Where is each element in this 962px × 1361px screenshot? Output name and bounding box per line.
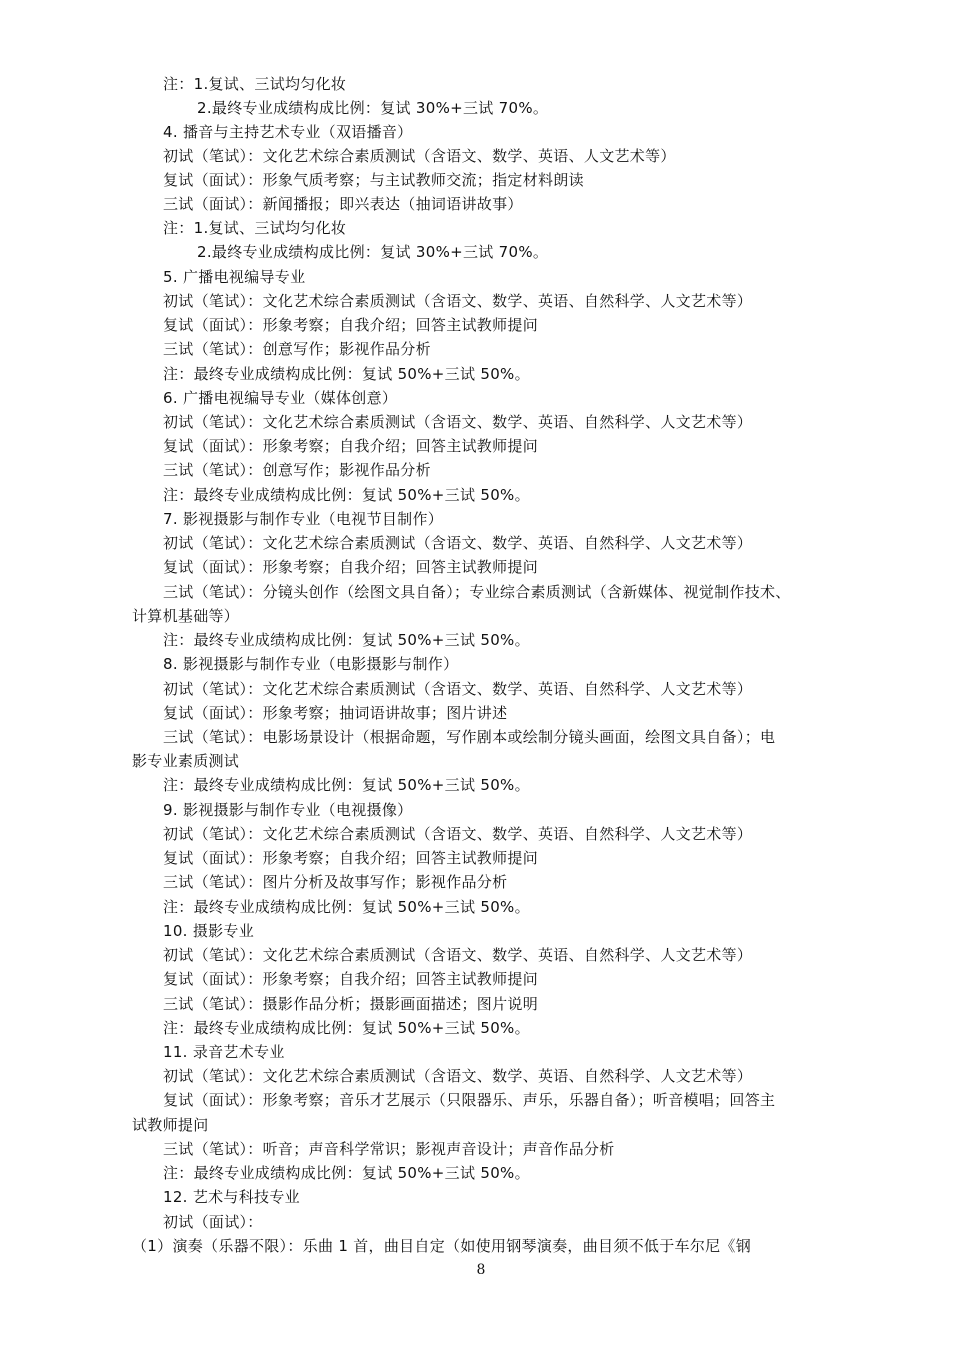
page-number: 8 <box>476 1262 486 1278</box>
text-line: 试教师提问 <box>132 1116 209 1134</box>
text-line: 初试（面试）： <box>163 1213 263 1231</box>
text-line: 三试（笔试）：图片分析及故事写作；影视作品分析 <box>163 873 508 891</box>
section-heading: 12. 艺术与科技专业 <box>163 1188 300 1206</box>
text-line: 初试（笔试）：文化艺术综合素质测试（含语文、数学、英语、自然科学、人文艺术等） <box>163 292 753 310</box>
text-line: 计算机基础等） <box>132 607 240 625</box>
text-line: 初试（笔试）：文化艺术综合素质测试（含语文、数学、英语、自然科学、人文艺术等） <box>163 1067 753 1085</box>
text-line: 三试（笔试）：摄影作品分析；摄影画面描述；图片说明 <box>163 995 539 1013</box>
section-heading: 4. 播音与主持艺术专业（双语播音） <box>163 123 413 141</box>
text-line: （1）演奏（乐器不限）：乐曲 1 首，曲目自定（如使用钢琴演奏，曲目须不低于车尔尼《钢 <box>132 1237 752 1255</box>
text-line: 初试（笔试）：文化艺术综合素质测试（含语文、数学、英语、自然科学、人文艺术等） <box>163 946 753 964</box>
text-line: 三试（笔试）：分镜头创作（绘图文具自备）；专业综合素质测试（含新媒体、视觉制作技术、 <box>163 583 791 601</box>
text-line: 复试（面试）：形象考察；自我介绍；回答主试教师提问 <box>163 849 539 867</box>
section-heading: 7. 影视摄影与制作专业（电视节目制作） <box>163 510 444 528</box>
text-line: 2.最终专业成绩构成比例：复试 30%+三试 70%。 <box>197 243 549 261</box>
text-line: 注：最终专业成绩构成比例：复试 50%+三试 50%。 <box>163 1164 530 1182</box>
text-line: 注：最终专业成绩构成比例：复试 50%+三试 50%。 <box>163 776 530 794</box>
text-line: 三试（面试）：新闻播报；即兴表达（抽词语讲故事） <box>163 195 523 213</box>
text-line: 注：最终专业成绩构成比例：复试 50%+三试 50%。 <box>163 365 530 383</box>
text-line: 复试（面试）：形象考察；自我介绍；回答主试教师提问 <box>163 558 539 576</box>
text-line: 复试（面试）：形象气质考察；与主试教师交流；指定材料朗读 <box>163 171 584 189</box>
section-heading: 5. 广播电视编导专业 <box>163 268 306 286</box>
text-line: 注：最终专业成绩构成比例：复试 50%+三试 50%。 <box>163 1019 530 1037</box>
text-line: 注：1.复试、三试均匀化妆 <box>163 75 347 93</box>
text-line: 三试（笔试）：听音；声音科学常识；影视声音设计；声音作品分析 <box>163 1140 615 1158</box>
text-line: 初试（笔试）：文化艺术综合素质测试（含语文、数学、英语、自然科学、人文艺术等） <box>163 680 753 698</box>
section-heading: 10. 摄影专业 <box>163 922 255 940</box>
text-line: 复试（面试）：形象考察；自我介绍；回答主试教师提问 <box>163 316 539 334</box>
section-heading: 9. 影视摄影与制作专业（电视摄像） <box>163 801 413 819</box>
section-heading: 6. 广播电视编导专业（媒体创意） <box>163 389 398 407</box>
text-line: 复试（面试）：形象考察；抽词语讲故事；图片讲述 <box>163 704 508 722</box>
text-line: 注：1.复试、三试均匀化妆 <box>163 219 347 237</box>
text-line: 复试（面试）：形象考察；音乐才艺展示（只限器乐、声乐，乐器自备）；听音模唱；回答主 <box>163 1091 776 1109</box>
text-line: 影专业素质测试 <box>132 752 240 770</box>
section-heading: 8. 影视摄影与制作专业（电影摄影与制作） <box>163 655 459 673</box>
text-line: 三试（笔试）：电影场景设计（根据命题，写作剧本或绘制分镜头画面，绘图文具自备）；电 <box>163 728 776 746</box>
text-line: 三试（笔试）：创意写作；影视作品分析 <box>163 461 431 479</box>
text-line: 初试（笔试）：文化艺术综合素质测试（含语文、数学、英语、自然科学、人文艺术等） <box>163 413 753 431</box>
text-line: 注：最终专业成绩构成比例：复试 50%+三试 50%。 <box>163 486 530 504</box>
text-line: 复试（面试）：形象考察；自我介绍；回答主试教师提问 <box>163 970 539 988</box>
section-heading: 11. 录音艺术专业 <box>163 1043 285 1061</box>
text-line: 复试（面试）：形象考察；自我介绍；回答主试教师提问 <box>163 437 539 455</box>
text-line: 2.最终专业成绩构成比例：复试 30%+三试 70%。 <box>197 99 549 117</box>
text-line: 初试（笔试）：文化艺术综合素质测试（含语文、数学、英语、自然科学、人文艺术等） <box>163 534 753 552</box>
text-line: 注：最终专业成绩构成比例：复试 50%+三试 50%。 <box>163 631 530 649</box>
text-line: 三试（笔试）：创意写作；影视作品分析 <box>163 340 431 358</box>
text-line: 注：最终专业成绩构成比例：复试 50%+三试 50%。 <box>163 898 530 916</box>
text-line: 初试（笔试）：文化艺术综合素质测试（含语文、数学、英语、人文艺术等） <box>163 147 676 165</box>
text-line: 初试（笔试）：文化艺术综合素质测试（含语文、数学、英语、自然科学、人文艺术等） <box>163 825 753 843</box>
